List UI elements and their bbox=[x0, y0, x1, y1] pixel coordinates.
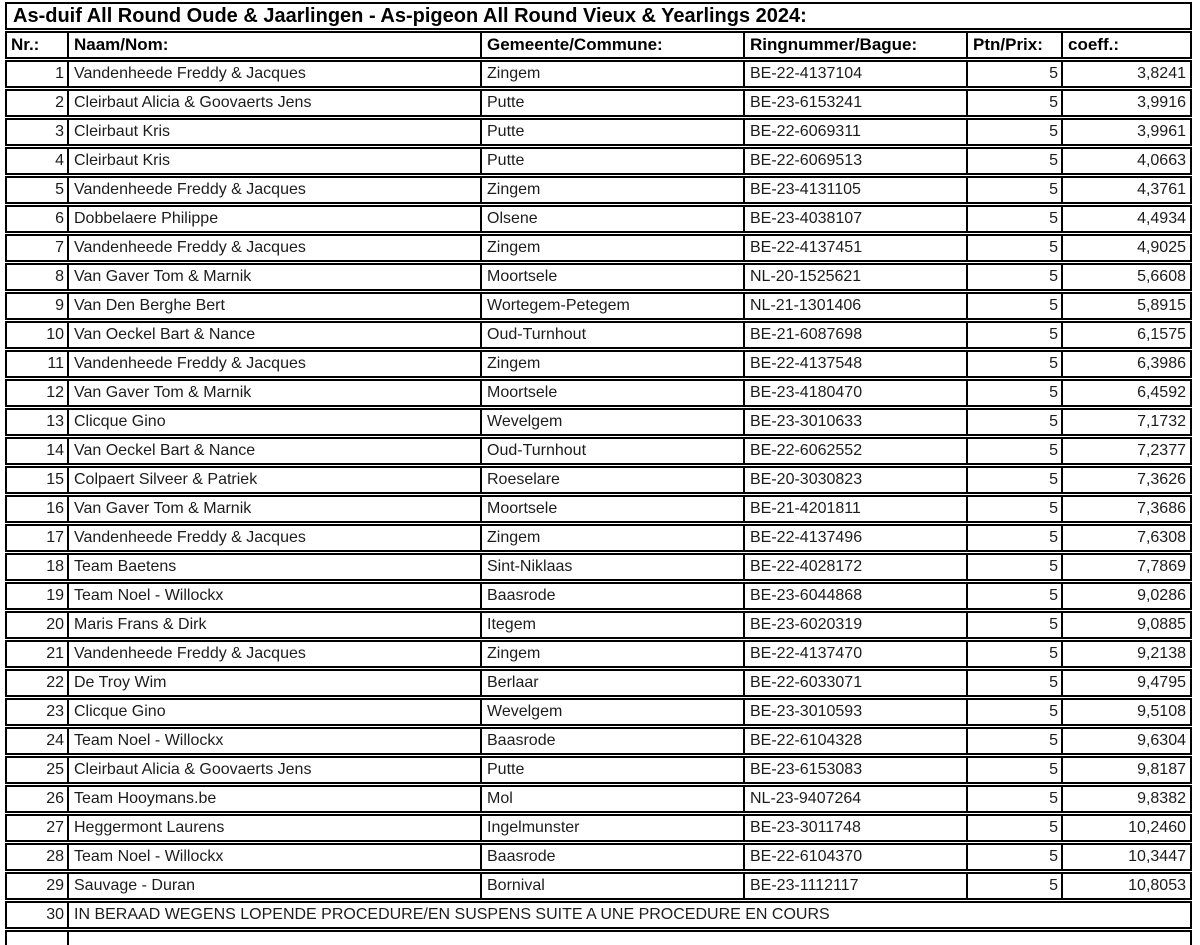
cell-coeff: 4,9025 bbox=[1061, 236, 1190, 260]
cell-name: Van Gaver Tom & Marnik bbox=[67, 265, 480, 289]
cell-ring: BE-22-6069311 bbox=[743, 120, 966, 144]
cell-coeff: 6,3986 bbox=[1061, 352, 1190, 376]
table-row bbox=[5, 379, 1192, 407]
cell-coeff: 7,6308 bbox=[1061, 526, 1190, 550]
cell-ring: BE-23-4131105 bbox=[743, 178, 966, 202]
cell-name: Vandenheede Freddy & Jacques bbox=[67, 62, 480, 86]
cell-ring: BE-23-3010633 bbox=[743, 410, 966, 434]
table-row bbox=[5, 437, 1192, 465]
cell-ring: BE-22-4137451 bbox=[743, 236, 966, 260]
table-row bbox=[5, 495, 1192, 523]
cell-points: 5 bbox=[966, 758, 1061, 782]
table-row-merged bbox=[5, 901, 1192, 929]
ranking-table bbox=[5, 2, 1192, 945]
cell-nr: 21 bbox=[46, 645, 64, 662]
cell-coeff: 10,8053 bbox=[1061, 874, 1190, 898]
cell-points: 5 bbox=[966, 468, 1061, 492]
table-row bbox=[5, 727, 1192, 755]
cell-nr: 10 bbox=[46, 326, 64, 343]
cell-nr: 27 bbox=[46, 819, 64, 836]
cell-nr: 28 bbox=[46, 848, 64, 865]
cell-commune: Zingem bbox=[480, 526, 743, 550]
table-row bbox=[5, 785, 1192, 813]
cell-commune: Zingem bbox=[480, 642, 743, 666]
cell-commune: Zingem bbox=[480, 352, 743, 376]
cell-name: Colpaert Silveer & Patriek bbox=[67, 468, 480, 492]
table-row bbox=[5, 176, 1192, 204]
table-header-row bbox=[5, 31, 1192, 59]
table-row bbox=[5, 553, 1192, 581]
cell-points: 5 bbox=[966, 555, 1061, 579]
table-row bbox=[5, 669, 1192, 697]
cell-nr: 12 bbox=[46, 384, 64, 401]
cell-points: 5 bbox=[966, 207, 1061, 231]
cell-points: 5 bbox=[966, 236, 1061, 260]
cell-points: 5 bbox=[966, 613, 1061, 637]
cell-commune: Ingelmunster bbox=[480, 816, 743, 840]
cell-ring: NL-23-9407264 bbox=[743, 787, 966, 811]
header-name: Naam/Nom: bbox=[67, 33, 480, 57]
table-row bbox=[5, 466, 1192, 494]
table-row bbox=[5, 524, 1192, 552]
cell-coeff: 3,9916 bbox=[1061, 91, 1190, 115]
cell-ring: BE-22-4137548 bbox=[743, 352, 966, 376]
cell-coeff: 4,0663 bbox=[1061, 149, 1190, 173]
cell-commune: Putte bbox=[480, 120, 743, 144]
header-points: Ptn/Prix: bbox=[966, 33, 1061, 57]
cell-commune: Berlaar bbox=[480, 671, 743, 695]
cell-points: 5 bbox=[966, 584, 1061, 608]
cell-ring: NL-20-1525621 bbox=[743, 265, 966, 289]
cell-ring: BE-23-4038107 bbox=[743, 207, 966, 231]
cell-ring: BE-23-3011748 bbox=[743, 816, 966, 840]
cell-name: Team Noel - Willockx bbox=[67, 729, 480, 753]
cell-commune: Putte bbox=[480, 149, 743, 173]
cell-name: Clicque Gino bbox=[67, 700, 480, 724]
cell-coeff: 9,2138 bbox=[1061, 642, 1190, 666]
cell-ring: BE-23-4180470 bbox=[743, 381, 966, 405]
cell-commune: Baasrode bbox=[480, 729, 743, 753]
cell-coeff: 6,4592 bbox=[1061, 381, 1190, 405]
cell-name: Team Noel - Willockx bbox=[67, 584, 480, 608]
table-row bbox=[5, 60, 1192, 88]
table-title: As-duif All Round Oude & Jaarlingen - As-pigeon All Round Vieux & Yearlings 2024: bbox=[5, 2, 1192, 30]
cell-coeff: 9,5108 bbox=[1061, 700, 1190, 724]
cell-coeff: 7,3686 bbox=[1061, 497, 1190, 521]
cell-name: Team Baetens bbox=[67, 555, 480, 579]
cell-commune: Wortegem-Petegem bbox=[480, 294, 743, 318]
cell-coeff: 4,3761 bbox=[1061, 178, 1190, 202]
cell-commune: Wevelgem bbox=[480, 410, 743, 434]
cell-name: Team Noel - Willockx bbox=[67, 845, 480, 869]
cell-nr: 17 bbox=[46, 529, 64, 546]
empty-nr-cell bbox=[7, 932, 69, 945]
cell-name: Vandenheede Freddy & Jacques bbox=[67, 526, 480, 550]
cell-merged-note: IN BERAAD WEGENS LOPENDE PROCEDURE/EN SUSPENS SUITE A UNE PROCEDURE EN COURS bbox=[67, 903, 1190, 927]
cell-name: Cleirbaut Alicia & Goovaerts Jens bbox=[67, 91, 480, 115]
cell-ring: BE-22-6104328 bbox=[743, 729, 966, 753]
cell-coeff: 3,9961 bbox=[1061, 120, 1190, 144]
cell-points: 5 bbox=[966, 294, 1061, 318]
empty-partial-row bbox=[5, 930, 1192, 945]
cell-coeff: 5,6608 bbox=[1061, 265, 1190, 289]
cell-points: 5 bbox=[966, 265, 1061, 289]
cell-nr: 19 bbox=[46, 587, 64, 604]
table-row bbox=[5, 321, 1192, 349]
cell-nr: 8 bbox=[55, 268, 64, 285]
cell-points: 5 bbox=[966, 787, 1061, 811]
header-commune: Gemeente/Commune: bbox=[480, 33, 743, 57]
cell-ring: BE-22-4137470 bbox=[743, 642, 966, 666]
cell-nr: 26 bbox=[46, 790, 64, 807]
cell-commune: Mol bbox=[480, 787, 743, 811]
cell-nr: 29 bbox=[46, 877, 64, 894]
cell-points: 5 bbox=[966, 323, 1061, 347]
cell-points: 5 bbox=[966, 149, 1061, 173]
cell-nr: 16 bbox=[46, 500, 64, 517]
cell-nr: 23 bbox=[46, 703, 64, 720]
cell-commune: Zingem bbox=[480, 178, 743, 202]
cell-name: Sauvage - Duran bbox=[67, 874, 480, 898]
cell-name: Van Oeckel Bart & Nance bbox=[67, 323, 480, 347]
cell-coeff: 10,2460 bbox=[1061, 816, 1190, 840]
cell-ring: NL-21-1301406 bbox=[743, 294, 966, 318]
cell-name: Van Gaver Tom & Marnik bbox=[67, 497, 480, 521]
cell-nr: 13 bbox=[46, 413, 64, 430]
cell-coeff: 7,2377 bbox=[1061, 439, 1190, 463]
table-row bbox=[5, 843, 1192, 871]
table-row bbox=[5, 756, 1192, 784]
cell-nr: 6 bbox=[55, 210, 64, 227]
cell-ring: BE-22-4028172 bbox=[743, 555, 966, 579]
cell-coeff: 10,3447 bbox=[1061, 845, 1190, 869]
table-row bbox=[5, 89, 1192, 117]
cell-nr: 18 bbox=[46, 558, 64, 575]
cell-nr: 4 bbox=[55, 152, 64, 169]
cell-nr: 14 bbox=[46, 442, 64, 459]
table-row bbox=[5, 263, 1192, 291]
table-row bbox=[5, 234, 1192, 262]
cell-coeff: 4,4934 bbox=[1061, 207, 1190, 231]
cell-coeff: 9,8187 bbox=[1061, 758, 1190, 782]
cell-commune: Baasrode bbox=[480, 845, 743, 869]
cell-coeff: 9,8382 bbox=[1061, 787, 1190, 811]
cell-nr: 11 bbox=[47, 355, 64, 372]
cell-points: 5 bbox=[966, 845, 1061, 869]
table-row bbox=[5, 205, 1192, 233]
cell-nr: 25 bbox=[46, 761, 64, 778]
cell-commune: Zingem bbox=[480, 236, 743, 260]
cell-ring: BE-21-4201811 bbox=[743, 497, 966, 521]
cell-commune: Putte bbox=[480, 758, 743, 782]
cell-ring: BE-22-4137104 bbox=[743, 62, 966, 86]
cell-ring: BE-22-6033071 bbox=[743, 671, 966, 695]
cell-points: 5 bbox=[966, 816, 1061, 840]
cell-name: Heggermont Laurens bbox=[67, 816, 480, 840]
cell-points: 5 bbox=[966, 497, 1061, 521]
cell-coeff: 9,4795 bbox=[1061, 671, 1190, 695]
cell-nr: 5 bbox=[55, 181, 64, 198]
header-coeff: coeff.: bbox=[1061, 33, 1190, 57]
cell-points: 5 bbox=[966, 874, 1061, 898]
cell-ring: BE-23-3010593 bbox=[743, 700, 966, 724]
cell-coeff: 9,6304 bbox=[1061, 729, 1190, 753]
cell-points: 5 bbox=[966, 381, 1061, 405]
table-row bbox=[5, 147, 1192, 175]
cell-points: 5 bbox=[966, 91, 1061, 115]
cell-ring: BE-20-3030823 bbox=[743, 468, 966, 492]
cell-ring: BE-22-6069513 bbox=[743, 149, 966, 173]
cell-name: Vandenheede Freddy & Jacques bbox=[67, 236, 480, 260]
cell-commune: Olsene bbox=[480, 207, 743, 231]
cell-ring: BE-22-6062552 bbox=[743, 439, 966, 463]
cell-points: 5 bbox=[966, 410, 1061, 434]
cell-name: Clicque Gino bbox=[67, 410, 480, 434]
cell-points: 5 bbox=[966, 729, 1061, 753]
cell-commune: Moortsele bbox=[480, 497, 743, 521]
cell-ring: BE-23-6153083 bbox=[743, 758, 966, 782]
cell-coeff: 7,3626 bbox=[1061, 468, 1190, 492]
cell-nr: 3 bbox=[55, 123, 64, 140]
cell-commune: Sint-Niklaas bbox=[480, 555, 743, 579]
cell-name: Maris Frans & Dirk bbox=[67, 613, 480, 637]
cell-commune: Zingem bbox=[480, 62, 743, 86]
cell-nr: 1 bbox=[55, 65, 64, 82]
cell-name: Van Den Berghe Bert bbox=[67, 294, 480, 318]
cell-nr: 15 bbox=[46, 471, 64, 488]
table-row bbox=[5, 611, 1192, 639]
cell-ring: BE-23-6044868 bbox=[743, 584, 966, 608]
cell-ring: BE-23-6020319 bbox=[743, 613, 966, 637]
cell-nr: 7 bbox=[55, 239, 64, 256]
cell-coeff: 9,0885 bbox=[1061, 613, 1190, 637]
cell-name: Van Gaver Tom & Marnik bbox=[67, 381, 480, 405]
cell-commune: Wevelgem bbox=[480, 700, 743, 724]
cell-coeff: 5,8915 bbox=[1061, 294, 1190, 318]
cell-commune: Moortsele bbox=[480, 381, 743, 405]
table-row bbox=[5, 292, 1192, 320]
cell-coeff: 7,7869 bbox=[1061, 555, 1190, 579]
header-ring: Ringnummer/Bague: bbox=[743, 33, 966, 57]
table-row bbox=[5, 582, 1192, 610]
cell-name: De Troy Wim bbox=[67, 671, 480, 695]
cell-commune: Putte bbox=[480, 91, 743, 115]
cell-points: 5 bbox=[966, 642, 1061, 666]
table-row bbox=[5, 872, 1192, 900]
cell-points: 5 bbox=[966, 700, 1061, 724]
cell-commune: Baasrode bbox=[480, 584, 743, 608]
cell-commune: Itegem bbox=[480, 613, 743, 637]
cell-name: Van Oeckel Bart & Nance bbox=[67, 439, 480, 463]
cell-nr: 22 bbox=[46, 674, 64, 691]
cell-commune: Roeselare bbox=[480, 468, 743, 492]
cell-commune: Oud-Turnhout bbox=[480, 439, 743, 463]
cell-points: 5 bbox=[966, 120, 1061, 144]
cell-coeff: 7,1732 bbox=[1061, 410, 1190, 434]
cell-nr: 9 bbox=[55, 297, 64, 314]
cell-points: 5 bbox=[966, 439, 1061, 463]
cell-points: 5 bbox=[966, 352, 1061, 376]
cell-ring: BE-23-6153241 bbox=[743, 91, 966, 115]
cell-name: Vandenheede Freddy & Jacques bbox=[67, 178, 480, 202]
table-row bbox=[5, 640, 1192, 668]
cell-ring: BE-22-4137496 bbox=[743, 526, 966, 550]
cell-nr: 2 bbox=[55, 94, 64, 111]
cell-name: Cleirbaut Alicia & Goovaerts Jens bbox=[67, 758, 480, 782]
table-row bbox=[5, 118, 1192, 146]
cell-commune: Moortsele bbox=[480, 265, 743, 289]
cell-name: Cleirbaut Kris bbox=[67, 149, 480, 173]
cell-ring: BE-22-6104370 bbox=[743, 845, 966, 869]
cell-name: Dobbelaere Philippe bbox=[67, 207, 480, 231]
cell-name: Vandenheede Freddy & Jacques bbox=[67, 642, 480, 666]
cell-nr: 20 bbox=[46, 616, 64, 633]
table-row bbox=[5, 698, 1192, 726]
cell-commune: Oud-Turnhout bbox=[480, 323, 743, 347]
cell-points: 5 bbox=[966, 178, 1061, 202]
cell-coeff: 9,0286 bbox=[1061, 584, 1190, 608]
table-row bbox=[5, 814, 1192, 842]
cell-points: 5 bbox=[966, 671, 1061, 695]
cell-ring: BE-21-6087698 bbox=[743, 323, 966, 347]
cell-coeff: 6,1575 bbox=[1061, 323, 1190, 347]
cell-ring: BE-23-1112117 bbox=[743, 874, 966, 898]
cell-nr: 24 bbox=[46, 732, 64, 749]
cell-commune: Bornival bbox=[480, 874, 743, 898]
cell-points: 5 bbox=[966, 62, 1061, 86]
cell-nr: 30 bbox=[46, 906, 64, 923]
cell-name: Team Hooymans.be bbox=[67, 787, 480, 811]
cell-name: Cleirbaut Kris bbox=[67, 120, 480, 144]
cell-coeff: 3,8241 bbox=[1061, 62, 1190, 86]
cell-name: Vandenheede Freddy & Jacques bbox=[67, 352, 480, 376]
table-row bbox=[5, 350, 1192, 378]
cell-points: 5 bbox=[966, 526, 1061, 550]
table-rows bbox=[5, 60, 1192, 900]
table-row bbox=[5, 408, 1192, 436]
header-nr: Nr.: bbox=[11, 35, 40, 54]
